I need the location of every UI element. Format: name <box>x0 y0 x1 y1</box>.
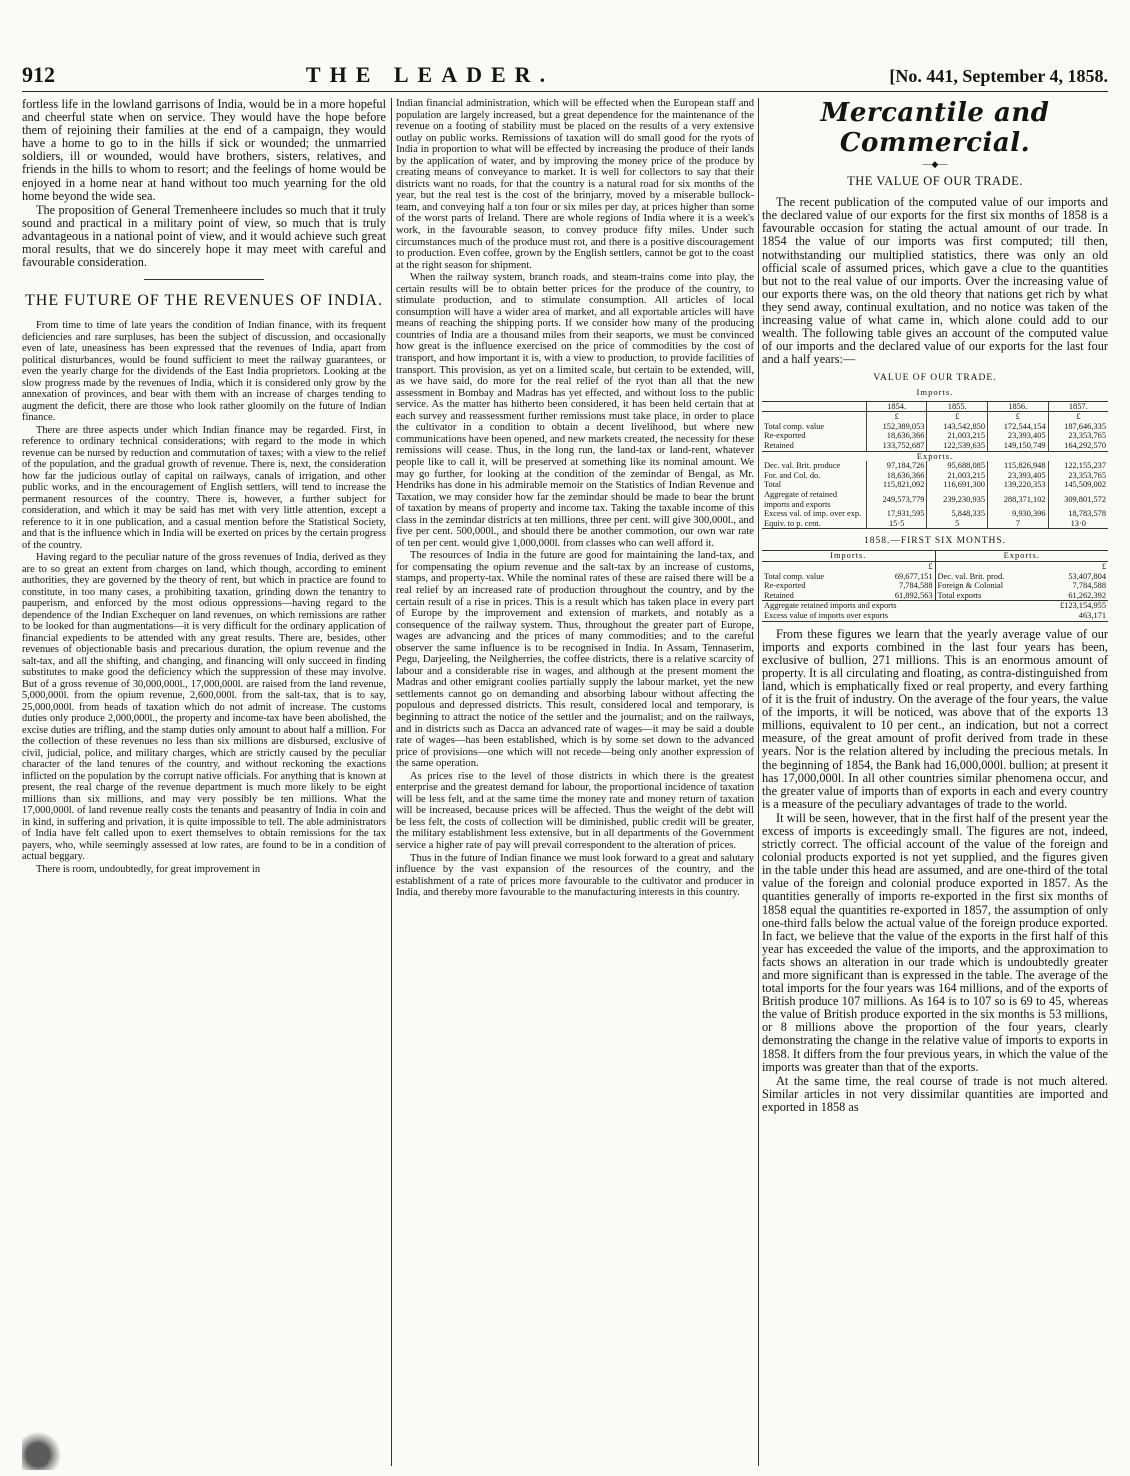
paragraph: The recent publication of the computed value of our imports and the declared value of our exports for the first six months of 1858 is a favourable occasion for stating the actual amount of our trade. In 1854 the value of our imports was first computed; till then, notwithstanding our multiplied statistics, there was only an old official scale of assumed prices, which gave a clue to the quantities but not to the real value of our imports. Over the increasing value of our exports there was, on the old theory that nations get rich by what they send away, continual exultation, and no notice was taken of the increasing value of what came in, which alone could add to our wealth. The following table gives an account of the computed value of our imports and the declared value of our exports for the last four and a half years:— <box>762 195 1108 367</box>
issue-date: [No. 441, September 4, 1858. <box>889 66 1108 86</box>
paragraph: When the railway system, branch roads, and steam-trains come into play, the certain results will be to obtain better prices for the produce of the country, to stimulate production, and to stimulate consumption. All articles of local consumption will have a wider area of market, and all exportable articles will have means of reaching the shipping ports. If we consider how many of the producing countries of India are a thousand miles from their seaports, we must be convinced how great is the influence exercised on the price of commodities by the cost of transport, and how important it is, with a view to production, to provide facilities of transport. This provision, as yet on a limited scale, but certain to be extended, will, as we have said, do more for the real relief of the ryot than all that the new assessment in Bombay and Madras has yet effected, and without loss to the public service. As the matter has hitherto been considered, it has been held certain that at each survey and reassessment further remissions must take place, in order to place the cultivator in a condition to obtain a decent livelihood, but where new communications have been opened, and new markets created, the necessity for these remissions will cease. Thus, in the long run, the land-tax or land-rent, whatever people like to call it, will be preserved at something like its nominal amount. We may go further, for looking at the condition of the zemindar of Bengal, as Mr. Hendriks has done in his admirable memoir on the Statistics of Indian Revenue and Taxation, we may consider how far the zemindar should be made to bear the brunt of taxation by means of property and income tax. Taking the taxable income of this class in the zemindar districts at ten millions, three per cent. will give 300,000l., and five per cent. 500,000l., and should there be another commotion, our own war rate of ten per cent. would give 1,000,000l. from classes who can well afford it. <box>396 272 754 549</box>
table-cell: 115,821,092 <box>866 480 927 490</box>
table-cell: Dec. val. Brit. prod. <box>937 571 1005 581</box>
paragraph: From these figures we learn that the yearly average value of our imports and exports combined in the last four years has been, exclusive of bullion, 271 millions. This is an enormous amount of property. It is all circulating and floating, as contra-distinguished from land, which is emphatically fixed or real property, and every farthing of it is the fruit of industry. On the average of the four years, the value of the imports, it will be noticed, was above that of the exports 13 millions, equivalent to 10 per cent., an indication, but not a correct measure, of the great amount of profit derived from trade in these years. Nor is the relation altered by including the precious metals. In the beginning of 1854, the Bank had 16,000,000l. bullion; at present it has 17,000,000l. In all other countries similar phenomena occur, and the greater value of imports than of exports in each and every country is a measure of the peculiary advantages of trade to the world. <box>762 626 1108 811</box>
table-cell: 249,573,779 <box>866 490 927 509</box>
table-row <box>762 431 1108 441</box>
table-cell: 95,688,085 <box>927 461 988 471</box>
column-rule <box>391 98 392 1466</box>
table-header-cell: 1854. <box>866 402 927 412</box>
table-row <box>762 490 1108 509</box>
table-cell: 239,230,935 <box>927 490 988 509</box>
table-cell: 7 <box>988 519 1049 529</box>
table-cell: 17,931,595 <box>866 509 927 519</box>
paragraph: It will be seen, however, that in the first half of the present year the excess of imports is exceedingly small. The figures are not, indeed, strictly correct. The official account of the value of the foreign and colonial products exported is not yet supplied, and the figures given in the table under this head are assumed, and are one-third of the total value of the foreign and colonial produce exported in 1857. As the quantities generally of imports re-exported in the first six months of 1858 equal the quantities re-exported in 1857, the assumption of only one-third falls below the actual value of the foreign produce exported. In fact, we believe that the value of the exports in the first half of this year has exceeded the value of the imports, and the approximation to facts shows an alteration in our trade which is undoubtedly greater and more significant than is expressed in the table. The average of the total imports for the four years was 164 millions, and of the exports of British produce 107 millions. As 164 is to 107 so is 69 to 45, whereas the value of British produce exported in the six months is 53 millions, or 8 millions above the proportion of the four years, clearly demonstrating the change in the relative value of imports to exports in 1858. It differs from the four previous years, in which the value of the imports was greater than that of the exports. <box>762 810 1108 1074</box>
table-cell: 7,784,588 <box>1072 581 1106 591</box>
table-cell: 7,784,588 <box>899 581 933 591</box>
table-cell: 23,393,405 <box>988 431 1049 441</box>
table-cell: 53,407,804 <box>1068 571 1106 581</box>
table-row <box>762 471 1108 481</box>
newspaper-title: THE LEADER. <box>305 62 555 87</box>
table-cell: 97,184,726 <box>866 461 927 471</box>
six-months-table <box>762 550 1108 621</box>
table-subtitle: Imports. <box>916 386 954 397</box>
table-title: 1858.—FIRST SIX MONTHS. <box>863 536 1007 547</box>
table-row <box>762 441 1108 451</box>
paragraph: From time to time of late years the condition of Indian finance, with its frequent deficiencies and rare surpluses, has been the subject of discussion, and occasionally even of late, uneasiness has been expressed that the revenues of India, apart from political disturbances, would be found sufficient to meet the railway guarantees, or even the yearly charge for the dividends of the East India proprietors. Looking at the slow progress made by the revenues of India, which it is considered only grow by the annexation of provinces, and bear with them with an increase of charges tending to augment the deficit, there are those who look rather gloomily on the future of Indian finance. <box>22 320 386 424</box>
table-row <box>762 461 1108 471</box>
table-header-cell: Exports. <box>1003 551 1040 561</box>
table-cell: 13·0 <box>1070 518 1086 528</box>
table-cell: 18,636,366 <box>866 431 927 441</box>
table-cell: Re-exported <box>764 581 806 591</box>
table-row <box>762 451 1108 461</box>
table-cell: Retained <box>764 590 794 600</box>
table-cell: 5 <box>927 519 988 529</box>
table-cell: 61,892,563 <box>894 590 933 600</box>
page-number: 912 <box>22 62 55 87</box>
table-cell: 288,371,102 <box>988 490 1049 509</box>
table-header-cell <box>762 402 866 412</box>
table-cell: £ <box>927 412 988 422</box>
table-cell: 18,783,578 <box>1068 509 1106 519</box>
table-cell: £ <box>866 412 927 422</box>
article-title: THE VALUE OF OUR TRADE. <box>847 174 1023 189</box>
table-row <box>762 509 1108 519</box>
table-cell: 23,353,765 <box>1068 431 1106 441</box>
table-cell: 21,003,215 <box>927 431 988 441</box>
table-cell: 116,691,300 <box>927 480 988 490</box>
table-cell: Excess val. of imp. over exp. <box>762 509 866 519</box>
section-title: Mercantile and Commercial. <box>820 98 1050 158</box>
table-cell: 122,155,237 <box>1064 461 1106 471</box>
table-cell: 122,539,635 <box>927 441 988 451</box>
table-cell: Foreign & Colonial <box>937 581 1004 591</box>
table-cell: Total exports <box>937 590 982 600</box>
table-subheading: Exports. <box>762 451 1108 461</box>
table-cell: Re-exported <box>762 431 866 441</box>
column-3 <box>762 98 1108 1466</box>
table-cell: 23,393,405 <box>988 471 1049 481</box>
table-cell: Retained <box>762 441 866 451</box>
table-cell: 15·5 <box>866 519 927 529</box>
paragraph: There is room, undoubtedly, for great improvement in <box>36 863 261 875</box>
table-cell: 149,150,749 <box>988 441 1049 451</box>
column-2 <box>396 98 754 1466</box>
table-cell: £ <box>1076 412 1081 422</box>
table-cell: 23,353,765 <box>1068 470 1106 480</box>
table-header-row <box>762 402 1108 412</box>
table-cell: Total <box>762 480 866 490</box>
table-cell: 21,003,215 <box>927 471 988 481</box>
column-1 <box>22 98 386 1466</box>
table-cell: 463,171 <box>1078 610 1106 620</box>
table-cell: Aggregate of retained imports and exports <box>762 490 866 509</box>
table-row <box>762 480 1108 490</box>
table-cell: 5,848,335 <box>927 509 988 519</box>
table-cell: 61,262,392 <box>1068 590 1106 600</box>
table-cell: 139,220,353 <box>988 480 1049 490</box>
table-cell: Total comp. value <box>764 571 825 581</box>
table-header-cell: Imports. <box>762 551 936 561</box>
table-row <box>762 519 1108 529</box>
table-header-cell: 1857. <box>1048 402 1108 412</box>
paragraph: fortless life in the lowland garrisons of India, would be in a more hopeful and cheerful state when on service. They would have the hope before them of rejoining their families at the end of a campaign, they would have a home to go to in the hills if sick or wounded; the unmarried soldiers, ill or wounded, would have brothers, sisters, relatives, and friends in the hills to whom to resort; and the feelings of home would be enjoyed in a home near at hand without too much yearning for the old home beyond the wide sea. <box>22 98 386 203</box>
paragraph: The resources of India in the future are good for maintaining the land-tax, and for compensating the opium revenue and the salt-tax by an increase of customs, stamps, and property-tax. While the nominal rates of these are raised there will be a real relief by an increased rate of production throughout the country, and by the certain result of a rise in prices. This is a result which has taken place in every part of Europe by the improvement and extension of markets, and notably as a consequence of the railway system. Thus, throughout the greater part of Europe, wages are advancing and the prices of many commodities; and to the careful observer the same influence is to be recognised in India. In Assam, Tennaserim, Pegu, Darjeeling, the Neilgherries, the coffee districts, there is a relative scarcity of labour and a considerable rise in wages, and although at the present moment the Madras and other emigrant coolies partially supply the labour market, yet the new settlements cannot go on demanding and absorbing labour without affecting the populous and depressed districts. This result, considered local and temporary, is beginning to attract the notice of the settler and the journalist; and on the railways, and in districts such as Dacca an advanced rate of wages—it may be said a double rate of wages—has been established, which is by some set down to the advanced price of provisions—one which will not recede—being only another expression of the same operation. <box>396 550 754 770</box>
table-cell: 172,544,154 <box>988 422 1049 432</box>
table-cell: 164,292,570 <box>1064 440 1106 450</box>
table-row <box>762 412 1108 422</box>
table-cell: Dec. val. Brit. produce <box>762 461 866 471</box>
paragraph: There are three aspects under which Indian finance may be regarded. First, in reference to ordinary technical considerations; with regard to the mode in which revenue can be nursed by reduction and commutation of taxes; with a view to the relief of the population, and the gradual growth of revenue. There is, next, the consideration how far the judicious outlay of capital on railways, canals of irrigation, and other public works, and in the encouragement of English settlers, will tend to increase the permanent resources of the country. There is, however, a further subject for consideration, and which it may be said has met with very little attention, except a reference to it in one publication, and a casual mention before the Statistical Society, and that is the influence which in India will be exerted on prices by the certain progress of the country. <box>22 424 386 551</box>
paragraph: As prices rise to the level of those districts in which there is the greatest enterprise and the greatest demand for labour, the proportional incidence of taxation will be less felt, and at the same time the money rate and money return of taxation will be increased, because prices will be affected. Thus the weight of the debt will be less felt, the costs of collection will be diminished, public credit will be greater, the military establishment less extensive, but in all departments of the Government service a higher rate of pay will prevail correspondent to the alteration of prices. <box>396 770 754 851</box>
table-cell: £123,154,955 <box>1059 601 1106 611</box>
table-cell: 133,752,687 <box>866 441 927 451</box>
table-cell: 69,677,151 <box>894 571 933 581</box>
paragraph: At the same time, the real course of trade is not much altered. Similar articles in not very dissimilar quantities are imported and exported in 1858 as <box>762 1073 1108 1114</box>
table-cell: Aggregate retained imports and exports <box>764 601 897 611</box>
table-title: VALUE OF OUR TRADE. <box>873 373 997 384</box>
table-cell: 145,509,002 <box>1064 480 1106 490</box>
table-cell <box>762 412 866 422</box>
trade-table <box>762 401 1108 530</box>
table-row <box>762 422 1108 432</box>
table-cell: 152,389,053 <box>866 422 927 432</box>
table-cell: £ <box>762 562 936 572</box>
table-cell: 143,542,850 <box>927 422 988 432</box>
ink-stain <box>22 1432 62 1470</box>
ornament-icon: —◆— <box>922 159 948 169</box>
table-cell: For. and Col. do. <box>762 471 866 481</box>
table-cell: 115,826,948 <box>988 461 1049 471</box>
table-cell: Equiv. to p. cent. <box>762 519 866 529</box>
column-rule <box>758 98 759 1466</box>
table-cell: £ <box>988 412 1049 422</box>
paragraph: Indian financial administration, which will be effected when the European staff and population are largely increased, but a great dependence for the maintenance of the revenue on a footing of stability must be placed on the results of a very extensive outlay on public works. Remissions of taxation will do small good for the ryots of India in proportion to what will be effected by increasing the produce of their lands by the application of water, and by improving the money price of the produce by creating means of conveyance to market. It is well for collectors to say that their districts want no roads, for that the country is a natural road for six months of the year, but the real test is the cost of the brinjarry, moved by a miserable bullock-team, and conveying half a ton four or six miles per day, at prices higher than some of the worst parts of Ireland. There are whole regions of India where it is a week's work, in the favourable season, to convey produce fifty miles. Under such circumstances much of the produce must rot, and there is a positive discouragement to production. Even coffee, grown by the English settlers, cannot be got to the coast at the right season for shipment. <box>396 98 754 271</box>
table-header-cell: 1856. <box>988 402 1049 412</box>
divider <box>144 279 264 280</box>
page-header <box>22 62 1108 92</box>
table-cell: £ <box>1101 562 1106 571</box>
table-header-cell: 1855. <box>927 402 988 412</box>
table-cell: 9,930,396 <box>988 509 1049 519</box>
table-cell: Total comp. value <box>762 422 866 432</box>
paragraph: Having regard to the peculiar nature of the gross revenues of India, derived as they are to so great an extent from charges on land, which though, according to eminent authorities, they are governed by the theory of rent, but which in practice are found to constitute, in too many cases, a prohibiting taxation, grinding down the tenantry to pauperism, and enforced by the most odious oppressions—having regard to the dependence of the Indian Exchequer on land revenues, on which remissions are rather to be looked for than augmentations—it is very difficult for the ordinary application of financial expedients to be attended with any great results. There are, besides, other revenues of objectionable basis and precarious duration, the opium revenue and the salt-tax, and all the shifting, and changing, and financing will only succeed in finding substitutes to make good the deficiency which the suppression of these may involve. But of a gross revenue of 30,000,000l., 17,000,000l. are raised from the land revenue, 5,000,000l. from the opium revenue, 2,600,000l. from the salt-tax, that is to say, 25,000,000l. from heads of taxation which do not admit of increase. The customs duties only produce 2,000,000l., the property and income-tax have been abolished, the excise duties are trifling, and the stamp duties only amount to about half a million. For the collection of these revenues no less than six millions are disbursed, exclusive of civil, judicial, police, and military charges, which are strictly caused by the peculiar character of the land tenures of the country, and without reckoning the exactions inflicted on the population by the corrupt native officials. For anything that is known at present, the real charge of the revenue department is much more likely to be eight millions than six millions, and may very possibly be ten millions. What the 17,000,000l. of land revenue really costs the tenants and peasantry of India in coin and in kind, in suffering and privation, it is quite impossible to tell. The able administrators of India have felt called upon to exert themselves to obtain remissions for the tax payers, who, while seemingly assessed at low rates, are found to be in a condition of actual beggary. <box>22 552 386 863</box>
paragraph: Thus in the future of Indian finance we must look forward to a great and salutary influence by the vast expansion of the resources of the country, and the establishment of a rate of prices more favourable to the cultivator and producer in India, and thereby more favourable to the manufacturing interests in this country. <box>396 852 754 899</box>
table-cell: Excess value of imports over exports <box>764 610 888 620</box>
table-cell: 18,636,366 <box>866 471 927 481</box>
table-cell: 187,646,335 <box>1064 421 1106 431</box>
paragraph: The proposition of General Tremenheere includes so much that it truly sound and practical in a military point of view, so much that is truly advantageous in a national point of view, and it would achieve such great moral results, that we do sincerely hope it may meet with careful and favourable consideration. <box>22 202 386 270</box>
table-cell: 309,801,572 <box>1064 494 1106 504</box>
article-title: THE FUTURE OF THE REVENUES OF INDIA. <box>25 292 383 310</box>
